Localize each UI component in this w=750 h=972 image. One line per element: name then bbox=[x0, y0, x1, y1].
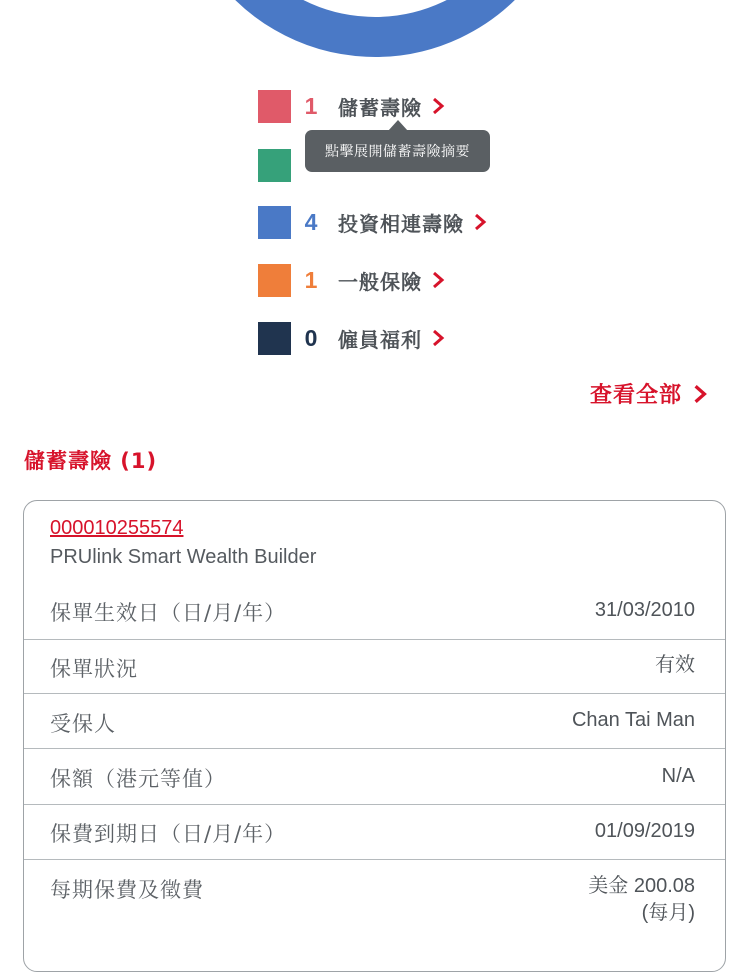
view-all-link[interactable] bbox=[590, 378, 710, 409]
policy-row-effective-date bbox=[24, 583, 725, 638]
legend-count: 1 bbox=[304, 266, 318, 293]
policy-product-name: PRUlink Smart Wealth Builder bbox=[50, 546, 317, 568]
donut-chart bbox=[0, 0, 750, 80]
row-label: 保費到期日（日/月/年） bbox=[50, 822, 287, 846]
legend-row-savings[interactable] bbox=[258, 89, 446, 123]
legend-row-employee[interactable] bbox=[258, 321, 446, 355]
tooltip-text: 點擊展開儲蓄壽險摘要 bbox=[325, 144, 470, 160]
chevron-right-icon bbox=[472, 212, 488, 232]
legend-label: 一般保險 bbox=[338, 269, 422, 294]
row-label: 每期保費及徵費 bbox=[50, 878, 204, 902]
row-value bbox=[588, 873, 695, 927]
row-label: 保單生效日（日/月/年） bbox=[50, 601, 287, 625]
policy-row-insured bbox=[24, 693, 725, 748]
legend-swatch bbox=[258, 90, 291, 123]
view-all-label: 查看全部 bbox=[589, 383, 682, 408]
policy-number-link[interactable]: 000010255574 bbox=[50, 517, 184, 539]
legend-count: 4 bbox=[304, 208, 318, 235]
row-label: 受保人 bbox=[50, 712, 116, 736]
legend-row-general[interactable] bbox=[258, 263, 446, 297]
row-label: 保額（港元等值） bbox=[50, 767, 226, 791]
chevron-right-icon bbox=[690, 383, 710, 405]
policy-card bbox=[23, 500, 726, 972]
chevron-right-icon bbox=[430, 328, 446, 348]
premium-amount: 美金 200.08 bbox=[588, 875, 695, 897]
legend-label: 僱員福利 bbox=[338, 327, 422, 352]
chevron-right-icon bbox=[430, 96, 446, 116]
row-value: 31/03/2010 bbox=[594, 599, 695, 621]
section-title: 儲蓄壽險 (1) bbox=[24, 449, 158, 473]
row-value: N/A bbox=[661, 765, 695, 787]
legend-swatch bbox=[258, 322, 291, 355]
legend-row-investment[interactable] bbox=[258, 205, 488, 239]
legend-swatch bbox=[258, 264, 291, 297]
row-value: 有效 bbox=[655, 654, 695, 676]
policy-row-due-date bbox=[24, 804, 725, 859]
chevron-right-icon bbox=[430, 270, 446, 290]
premium-frequency: (每月) bbox=[641, 902, 695, 924]
legend-count: 1 bbox=[304, 92, 318, 119]
policy-row-sum-insured bbox=[24, 748, 725, 804]
row-value: 01/09/2019 bbox=[594, 820, 695, 842]
row-value: Chan Tai Man bbox=[571, 709, 695, 731]
chart-segment-investment[interactable] bbox=[228, 0, 513, 37]
policy-row-status bbox=[24, 639, 725, 693]
legend-label: 投資相連壽險 bbox=[338, 211, 464, 236]
policy-row-premium bbox=[24, 859, 725, 950]
legend-swatch bbox=[258, 206, 291, 239]
legend-swatch bbox=[258, 149, 291, 182]
row-label: 保單狀況 bbox=[50, 657, 138, 681]
legend-label: 儲蓄壽險 bbox=[338, 95, 422, 120]
legend-count: 0 bbox=[304, 324, 318, 351]
tooltip bbox=[305, 130, 490, 172]
